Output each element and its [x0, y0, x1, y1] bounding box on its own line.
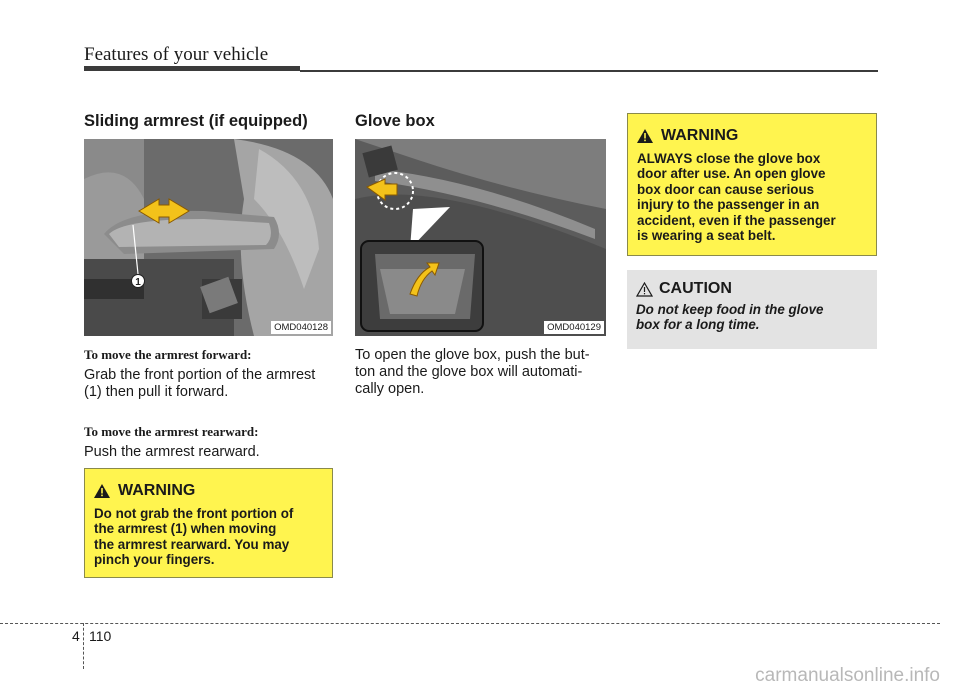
forward-line-2: (1) then pull it forward.	[84, 384, 229, 400]
warning-line: Do not grab the front portion of	[94, 506, 294, 521]
glovebox-photo-code: OMD040129	[544, 321, 604, 334]
warning-line: the armrest rearward. You may	[94, 536, 290, 552]
glovebox-warning-text	[637, 151, 867, 243]
footer-rule	[0, 623, 940, 624]
caution-box	[627, 270, 877, 349]
armrest-photo-code: OMD040128	[271, 321, 331, 334]
glovebox-warning-title: WARNING	[661, 127, 739, 144]
armrest-warning-text	[94, 506, 323, 568]
glovebox-instructions	[355, 347, 607, 398]
glovebox-section-title: Glove box	[355, 112, 435, 130]
chapter-number: 4	[72, 628, 80, 644]
glovebox-illustration	[355, 139, 606, 336]
forward-line-1: Grab the front portion of the armrest	[84, 367, 316, 383]
caution-line: Do not keep food in the glove	[636, 302, 824, 317]
warning-line: ALWAYS close the glove box	[637, 151, 821, 166]
footer-divider	[83, 623, 84, 669]
glovebox-line: cally open.	[355, 381, 425, 397]
subhead-rearward: To move the armrest rearward:	[84, 424, 259, 439]
forward-instructions	[84, 367, 315, 401]
warning-line: is wearing a seat belt.	[637, 228, 776, 244]
glovebox-warning-header	[637, 127, 867, 145]
rearward-instructions: Push the armrest rearward.	[84, 444, 260, 460]
caution-line: box for a long time.	[636, 317, 760, 333]
warning-line: door after use. An open glove	[637, 166, 826, 182]
watermark: carmanualsonline.info	[755, 665, 940, 686]
page-number: 110	[89, 628, 112, 644]
subhead-forward: To move the armrest forward:	[84, 347, 252, 362]
armrest-photo	[84, 139, 333, 336]
glovebox-line: ton and the glove box will automati-	[355, 364, 583, 380]
warning-line: pinch your fingers.	[94, 552, 215, 568]
header-title: Features of your vehicle	[84, 44, 269, 65]
armrest-warning-title: WARNING	[118, 482, 196, 499]
callout-number: 1	[135, 277, 141, 288]
armrest-section-title: Sliding armrest (if equipped)	[84, 112, 308, 130]
header-bar	[84, 66, 300, 71]
warning-line: box door can cause serious	[637, 181, 815, 197]
caution-triangle-icon	[636, 282, 653, 297]
warning-triangle-icon	[637, 129, 653, 143]
armrest-warning-box	[84, 468, 333, 578]
armrest-illustration	[84, 139, 333, 336]
warning-triangle-icon	[94, 484, 110, 498]
caution-title: CAUTION	[659, 280, 732, 297]
caution-header	[636, 280, 868, 298]
warning-line: the armrest (1) when moving	[94, 521, 277, 537]
header-rule	[300, 70, 878, 72]
warning-line: accident, even if the passenger	[637, 212, 836, 228]
glovebox-warning-box	[627, 113, 877, 256]
warning-line: injury to the passenger in an	[637, 197, 820, 213]
glovebox-photo	[355, 139, 606, 336]
armrest-warning-header	[94, 482, 323, 500]
caution-text	[636, 302, 868, 333]
glovebox-line: To open the glove box, push the but-	[355, 347, 590, 363]
